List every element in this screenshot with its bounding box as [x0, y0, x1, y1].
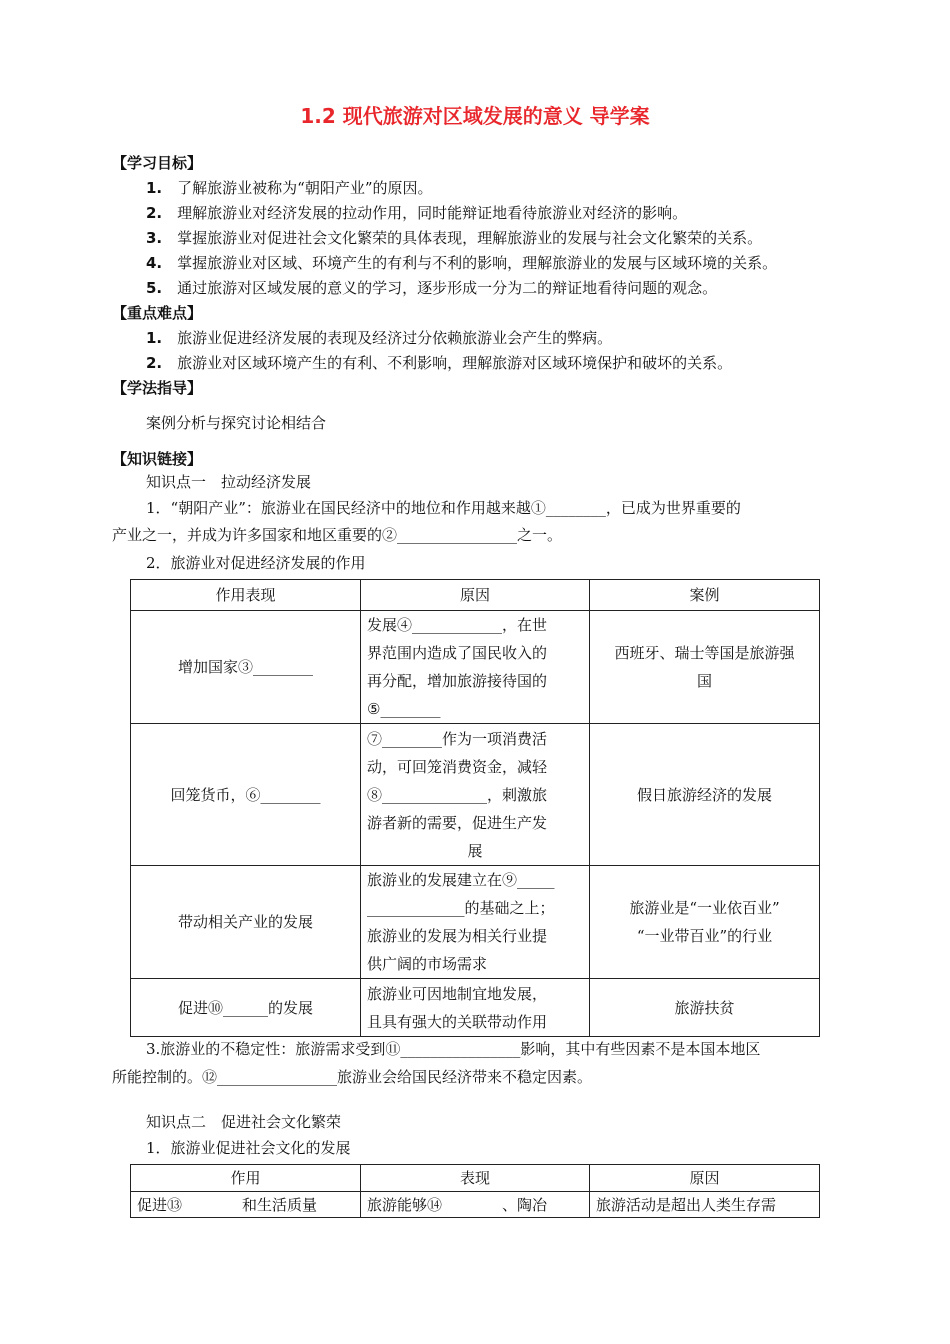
- paragraph: 1．“朝阳产业”：旅游业在国民经济中的地位和作用越来越①________，已成为世界重要的: [146, 499, 741, 517]
- table-header: 作用: [131, 1165, 361, 1192]
- knowledge-heading: 【知识链接】: [112, 450, 203, 468]
- key-point-item: 1. 旅游业促进经济发展的表现及经济过分依赖旅游业会产生的弊病。: [146, 329, 613, 347]
- table-cell: 发展④____________，在世 界范围内造成了国民收入的 再分配，增加旅游接待国的 ⑤________: [361, 611, 590, 724]
- objectives-heading: 【学习目标】: [112, 154, 203, 172]
- table-row: [131, 724, 820, 866]
- paragraph: 产业之一，并成为许多国家和地区重要的②________________之一。: [112, 526, 563, 544]
- table-cell: 旅游活动是超出人类生存需: [590, 1192, 820, 1218]
- key-point-item: 2. 旅游业对区域环境产生的有利、不利影响，理解旅游对区域环境保护和破坏的关系。: [146, 354, 733, 372]
- table-cell: 假日旅游经济的发展: [590, 724, 820, 866]
- objective-item: 5. 通过旅游对区域发展的意义的学习，逐步形成一分为二的辩证地看待问题的观念。: [146, 279, 718, 297]
- table-cell: 旅游业是“一业依百业” “一业带百业”的行业: [590, 866, 820, 979]
- table-cell: 旅游能够⑭ 、陶冶: [361, 1192, 590, 1218]
- table-header: 原因: [361, 580, 590, 611]
- table-header-row: [131, 580, 820, 611]
- table-cell: 西班牙、瑞士等国是旅游强 国: [590, 611, 820, 724]
- paragraph: 3.旅游业的不稳定性：旅游需求受到⑪________________影响，其中有些因素不是本国本地区: [146, 1040, 761, 1058]
- table-row: [131, 979, 820, 1037]
- table-header: 表现: [361, 1165, 590, 1192]
- table-cell: 促进⑩______的发展: [131, 979, 361, 1037]
- objective-item: 3. 掌握旅游业对促进社会文化繁荣的具体表现，理解旅游业的发展与社会文化繁荣的关系。: [146, 229, 763, 247]
- table-cell: 带动相关产业的发展: [131, 866, 361, 979]
- key-points-heading: 【重点难点】: [112, 304, 203, 322]
- table-cell: 增加国家③________: [131, 611, 361, 724]
- table-row: [131, 866, 820, 979]
- paragraph: 所能控制的。⑫________________旅游业会给国民经济带来不稳定因素。: [112, 1068, 593, 1086]
- table-row: [131, 611, 820, 724]
- table-cell: 旅游业可因地制宜地发展， 且具有强大的关联带动作用: [361, 979, 590, 1037]
- table-cell: 旅游扶贫: [590, 979, 820, 1037]
- table-header: 原因: [590, 1165, 820, 1192]
- paragraph: 1．旅游业促进社会文化的发展: [146, 1139, 351, 1157]
- table-cell: 旅游业的发展建立在⑨_____ _____________的基础之上； 旅游业的发展为相关行业提 供广阔的市场需求: [361, 866, 590, 979]
- table-header-row: [131, 1165, 820, 1192]
- table-cell: ⑦________作为一项消费活 动，可回笼消费资金，减轻 ⑧______________，刺激旅 游者新的需要，促进生产发 展: [361, 724, 590, 866]
- economy-table: [130, 579, 820, 1037]
- point1-title: 知识点一 拉动经济发展: [146, 473, 312, 491]
- table-cell: 促进⑬ 和生活质量: [131, 1192, 361, 1218]
- point2-title: 知识点二 促进社会文化繁荣: [146, 1113, 342, 1131]
- objective-item: 2. 理解旅游业对经济发展的拉动作用，同时能辩证地看待旅游业对经济的影响。: [146, 204, 688, 222]
- table-header: 案例: [590, 580, 820, 611]
- method-heading: 【学法指导】: [112, 379, 203, 397]
- paragraph: 2．旅游业对促进经济发展的作用: [146, 554, 366, 572]
- objective-item: 4. 掌握旅游业对区域、环境产生的有利与不利的影响，理解旅游业的发展与区域环境的关系。: [146, 254, 778, 272]
- table-cell: 回笼货币，⑥________: [131, 724, 361, 866]
- table-header: 作用表现: [131, 580, 361, 611]
- culture-table: [130, 1164, 820, 1218]
- table-row: [131, 1192, 820, 1218]
- page-title: 1.2 现代旅游对区域发展的意义 导学案: [300, 104, 650, 128]
- objective-item: 1. 了解旅游业被称为“朝阳产业”的原因。: [146, 179, 433, 197]
- method-text: 案例分析与探究讨论相结合: [146, 414, 327, 432]
